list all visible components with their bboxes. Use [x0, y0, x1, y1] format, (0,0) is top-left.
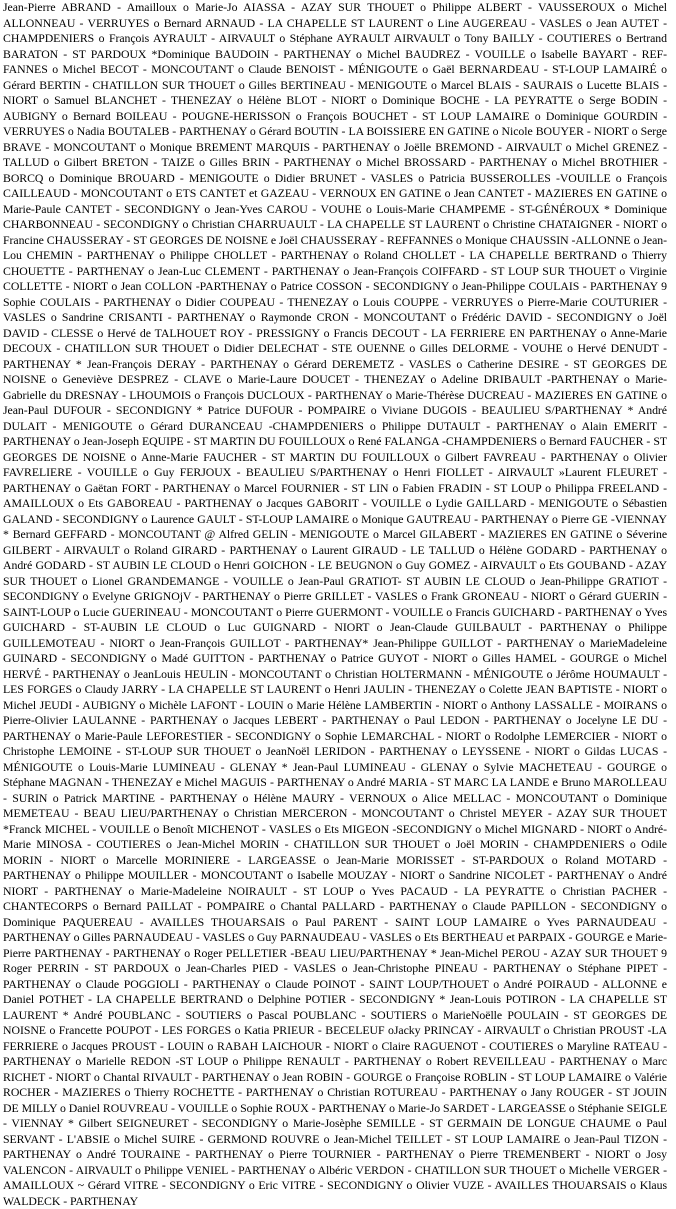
supporters-name-list: Jean-Pierre ABRAND - Amailloux o Marie-Jo AIASSA - AZAY SUR THOUET o Philippe ALBERT - VAUSSEROUX o Michel ALLONNEAU - VERRUYES o Bernard ARNAUD - LA CHAPELLE ST LAURENT o Line AUGEREAU - VASLES o Jean AUTET - CHAMPDENIERS o François AYRAULT - AIRVAULT o Stéphane AYRAULT AIRVAULT o Tony BAILLY - COUTIERES o Bertrand BARATON - ST PARDOUX *Dominique BAUDOIN - PARTHENAY o Michel BAUDREZ - VOUILLE o Isabelle BAYART - REF-FANNES o Michel BECOT - MONCOUTANT o Claude BENOIST - MÉNIGOUTE o Gaël BERNARDEAU - ST-LOUP LAMAIRÉ o Gérard BERTIN - CHATILLON SUR THOUET o Gilles BERTINEAU - MENIGOUTE o Marcel BLAIS - SAURAIS o Lucette BLAIS - NIORT o Samuel BLANCHET - THENEZAY o Hélène BLOT - NIORT o Dominique BOCHE - LA PEYRATTE o Serge BODIN - AUBIGNY o Bernard BOILEAU - POUGNE-HERISSON o François BOUCHET - ST LOUP LAMAIRE o Dominique GOURDIN - VERRUYES o Nadia BOUTALEB - PARTHENAY o Gérard BOUTIN - LA BOISSIERE EN GATINE o Nicole BOUYER - NIORT o Serge BRAVE - MONCOUTANT o Monique BREMENT MARQUIS - PARTHENAY o Joëlle BREMOND - AIRVAULT o Michel GRENEZ - TALLUD o Gilbert BRETON - TAIZE o Gilles BRIN - PARTHENAY o Michel BROSSARD - PARTHENAY o Michel BROTHIER - BORCQ o Dominique BROUARD - MENIGOUTE o Didier BRUNET - VASLES o Patricia BUSSEROLLES -VOUILLE o François CAILLEAUD - MONCOUTANT o ETS CANTET et GAZEAU - VERNOUX EN GATINE o Jean CANTET - MAZIERES EN GATINE o Marie-Paule CANTET - SECONDIGNY o Jean-Yves CAROU - VOUHE o Louis-Marie CHAMPEME - ST-GÉNÉROUX * Dominique CHARBONNEAU - SECONDIGNY o Christian CHARRUAULT - LA CHAPELLE ST LAURENT o Christine CHATAIGNER - NIORT o Francine CHAUSSERAY - ST GEORGES DE NOISNE e Joël CHAUSSERAY - REFFANNES o Monique CHAUSSIN -ALLONNE o Jean-Lou CHEMIN - PARTHENAY o Philippe CHOLLET - PARTHENAY o Roland CHOLLET - LA CHAPELLE BERTRAND o Thierry CHOUETTE - PARTHENAY o Jean-Luc CLEMENT - PARTHENAY o Jean-François COIFFARD - ST LOUP SUR THOUET o Virginie COLLETTE - NIORT o Jean COLLON -PARTHENAY o Patrice COSSON - SECONDIGNY o Jean-Philippe COULAIS - PARTHENAY 9 Sophie COULAIS - PARTHENAY o Didier COUPEAU - THENEZAY o Louis COUPPE - VERRUYES o Pierre-Marie COUTURIER - VASLES o Sandrine CRISANTI - PARTHENAY o Raymonde CRON - MONCOUTANT o Frédéric DAVID - SECONDIGNY o Joël DAVID - CLESSE o Hervé de TALHOUET ROY - PRESSIGNY o Francis DECOUT - LA FERRIERE EN PARTHENAY o Anne-Marie DECOUX - CHATILLON SUR THOUET o Didier DELECHAT - STE OUENNE o Gilles DELORME - VOUHE o Hervé DENUDT - PARTHENAY * Jean-François DERAY - PARTHENAY o Gérard DEREMETZ - VASLES o Catherine DESIRE - ST GEORGES DE NOISNE o Geneviève DESPREZ - CLAVE o Marie-Laure DOUCET - THENEZAY o Adeline DRIBAULT -PARTHENAY o Marie-Gabrielle du DRESNAY - LHOUMOIS o François DUCLOUX - PARTHENAY o Marie-Thérèse DUCREAU - MAZIERES EN GATINE o Jean-Paul DUFOUR - SECONDIGNY * Patrice DUFOUR - POMPAIRE o Viviane DUGOIS - BEAULIEU S/PARTHENAY * André DULAIT - MENIGOUTE o Gérard DURANCEAU -CHAMPDENIERS o Philippe DUTAULT - PARTHENAY o Alain EMERIT - PARTHENAY o Jean-Joseph EQUIPE - ST MARTIN DU FOUILLOUX o René FALANGA -CHAMPDENIERS o Bernard FAUCHER - ST GEORGES DE NOISNE o Anne-Marie FAUCHER - ST MARTIN DU FOUILLOUX o Gilbert FAVREAU - PARTHENAY o Olivier FAVRELIERE - VOUILLE o Guy FERJOUX - BEAULIEU S/PARTHENAY o Henri FIOLLET - AIRVAULT »Laurent FLEURET - PARTHENAY o Gaëtan FORT - PARTHENAY o Marcel FOURNIER - ST LIN o Fabien FRADIN - ST LOUP o Philippa FREELAND - AMAILLOUX o Ets GABOREAU - PARTHENAY o Jacques GABORIT - VOUILLE o Lydie GAILLARD - MENIGOUTE o Sébastien GALAND - SECONDIGNY o Laurence GAULT - ST-LOUP LAMAIRE o Monique GAUTREAU - PARTHENAY o Pierre GE -VIENNAY * Bernard GEFFARD - MONCOUTANT @ Alfred GELIN - MENIGOUTE o Marcel GILABERT - MAZIERES EN GATINE o Séverine GILBERT - AIRVAULT o Roland GIRARD - PARTHENAY o Laurent GIRAUD - LE TALLUD o Hélène GODARD - PARTHENAY o André GODARD - ST AUBIN LE CLOUD o Henri GOICHON - LE BEUGNON o Guy GOMEZ - AIRVAULT o Ets GOUBAND - AZAY SUR THOUET o Lionel GRANDEMANGE - VOUILLE o Jean-Paul GRATIOT- ST AUBIN LE CLOUD o Jean-Philippe GRATIOT - SECONDIGNY o Evelyne GRIGNOjV - PARTHENAY o Pierre GRILLET - VASLES o Frank GRONEAU - NIORT o Gérard GUERIN - SAINT-LOUP o Lucie GUERINEAU - MONCOUTANT o Pierre GUERMONT - VOUILLE o Francis GUICHARD - PARTHENAY o Yves GUICHARD - ST-AUBIN LE CLOUD o Luc GUIGNARD - NIORT o Jean-Claude GUILBAULT - PARTHENAY o Philippe GUILLEMOTEAU - NIORT o Jean-François GUILLOT - PARTHENAY* Jean-Philippe GUILLOT - PARTHENAY o MarieMadeleine GUINARD - SECONDIGNY o Madé GUITTON - PARTHENAY o Patrice GUYOT - NIORT o Gilles HAMEL - GOURGE o Michel HERVÉ - PARTHENAY o JeanLouis HEULIN - MONCOUTANT o Christian HOLTERMANN - MÉNIGOUTE o Jérôme HOUMAULT - LES FORGES o Claudy JARRY - LA CHAPELLE ST LAURENT o Henri JAULIN - THENEZAY o Colette JEAN BAPTISTE - NIORT o Michel JEUDI - AUBIGNY o Michèle LAFONT - LOUIN o Marie Hélène LAMBERTIN - NIORT o Anthony LASSALLE - MOIRANS o Pierre-Olivier LAULANNE - PARTHENAY o Jacques LEBERT - PARTHENAY o Paul LEDON - PARTHENAY o Jocelyne LE DU - PARTHENAY o Marie-Paule LEFORESTIER - SECONDIGNY o Sophie LEMARCHAL - NIORT o Rodolphe LEMERCIER - NIORT o Christophe LEMOINE - ST-LOUP SUR THOUET o JeanNoël LERIDON - PARTHENAY o LEYSSENE - NIORT o Gildas LUCAS - MÉNIGOUTE o Louis-Marie LUMINEAU - GLENAY * Jean-Paul LUMINEAU - GLENAY o Sylvie MACHETEAU - GOURGE o Stéphane MAGNAN - THENEZAY e Michel MAGUIS - PARTHENAY o André MARIA - ST MARC LA LANDE e Bruno MAROLLEAU - SURIN o Patrick MARTINE - PARTHENAY o Hélène MAURY - VERNOUX o Alice MELLAC - MONCOUTANT o Dominique MEMETEAU - BEAU LIEU/PARTHENAY o Christian MERCERON - MONCOUTANT o Christel MEYER - AZAY SUR THOUET *Franck MICHEL - VOUILLE o Benoît MICHENOT - VASLES o Ets MIGEON -SECONDIGNY o Michel MIGNARD - NIORT o André-Marie MINOSA - COUTIERES o Jean-Michel MORIN - CHATILLON SUR THOUET o Joël MORIN - CHAMPDENIERS o Odile MORIN - NIORT o Marcelle MORINIERE - LARGEASSE o Jean-Marie MORISSET - ST-PARDOUX o Roland MOTARD - PARTHENAY o Philippe MOUILLER - MONCOUTANT o Isabelle MOUZAY - NIORT o Sandrine NICOLET - PARTHENAY o André NIORT - PARTHENAY o Marie-Madeleine NOIRAULT - ST LOUP o Yves PACAUD - LA PEYRATTE o Christian PACHER - CHANTECORPS o Bernard PAILLAT - POMPAIRE o Chantal PALLARD - PARTHENAY o Claude PAPILLON - SECONDIGNY o Dominique PAQUEREAU - AVAILLES THOUARSAIS o Paul PARENT - SAINT LOUP LAMAIRE o Yves PARNAUDEAU - PARTHENAY o Gilles PARNAUDEAU - VASLES o Guy PARNAUDEAU - VASLES o Ets BERTHEAU et PARPAIX - GOURGE e Marie-Pierre PARTHENAY - PARTHENAY o Roger PELLETIER -BEAU LIEU/PARTHENAY * Jean-Michel PEROU - AZAY SUR THOUET 9 Roger PERRIN - ST PARDOUX o Jean-Charles PIED - VASLES o Jean-Christophe PINEAU - PARTHENAY o Stéphane PIPET - PARTHENAY o Claude POGGIOLI - PARTHENAY o Claude POINOT - SAINT LOUP/THOUET o André POIRAUD - ALLONNE e Daniel POTHET - LA CHAPELLE BERTRAND o Delphine POTIER - SECONDIGNY * Jean-Louis POTIRON - LA CHAPELLE ST LAURENT * André POUBLANC - SOUTIERS o Pascal POUBLANC - SOUTIERS o MarieNoëlle POULAIN - ST GEORGES DE NOISNE o Francette POUPOT - LES FORGES o Katia PRIEUR - BECELEUF oJacky PRINCAY - AIRVAULT o Christian PROUST -LA FERRIERE o Jacques PROUST - LOUIN o RABAH LAICHOUR - NIORT o Claire RAGUENOT - COUTIERES o Maryline RATEAU - PARTHENAY o Marielle REDON -ST LOUP o Philippe RENAULT - PARTHENAY o Robert REVEILLEAU - PARTHENAY o Marc RICHET - NIORT o Chantal RIVAULT - PARTHENAY o Jean ROBIN - GOURGE o Françoise ROBLIN - ST LOUP LAMAIRE o Valérie ROCHER - MAZIERES o Thierry ROCHETTE - PARTHENAY o Christian ROTUREAU - PARTHENAY o Jany ROUGER - ST JOUIN DE MILLY o Daniel ROUVREAU - VOUILLE o Sophie ROUX - PARTHENAY o Marie-Jo SARDET - LARGEASSE o Stéphanie SEIGLE - VIENNAY * Gilbert SEIGNEURET - SECONDIGNY o Marie-Josèphe SEMILLE - ST GERMAIN DE LONGUE CHAUME o Paul SERVANT - L'ABSIE o Michel SUIRE - GERMOND ROUVRE o Jean-Michel TEILLET - ST LOUP LAMAIRE o Jean-Paul TIZON - PARTHENAY o André TOURAINE - PARTHENAY o Pierre TOURNIER - PARTHENAY o Pierre TREMENBERT - NIORT o Josy VALENCON - AIRVAULT o Philippe VENIEL - PARTHENAY o Albéric VERDON - CHATILLON SUR THOUET o Michelle VERGER - AMAILLOUX ~ Gérard VITRE - SECONDIGNY o Eric VITRE - SECONDIGNY o Olivier VUZE - AVAILLES THOUARSAIS o Klaus WALDECK - PARTHENAY [3, 0, 667, 1208]
